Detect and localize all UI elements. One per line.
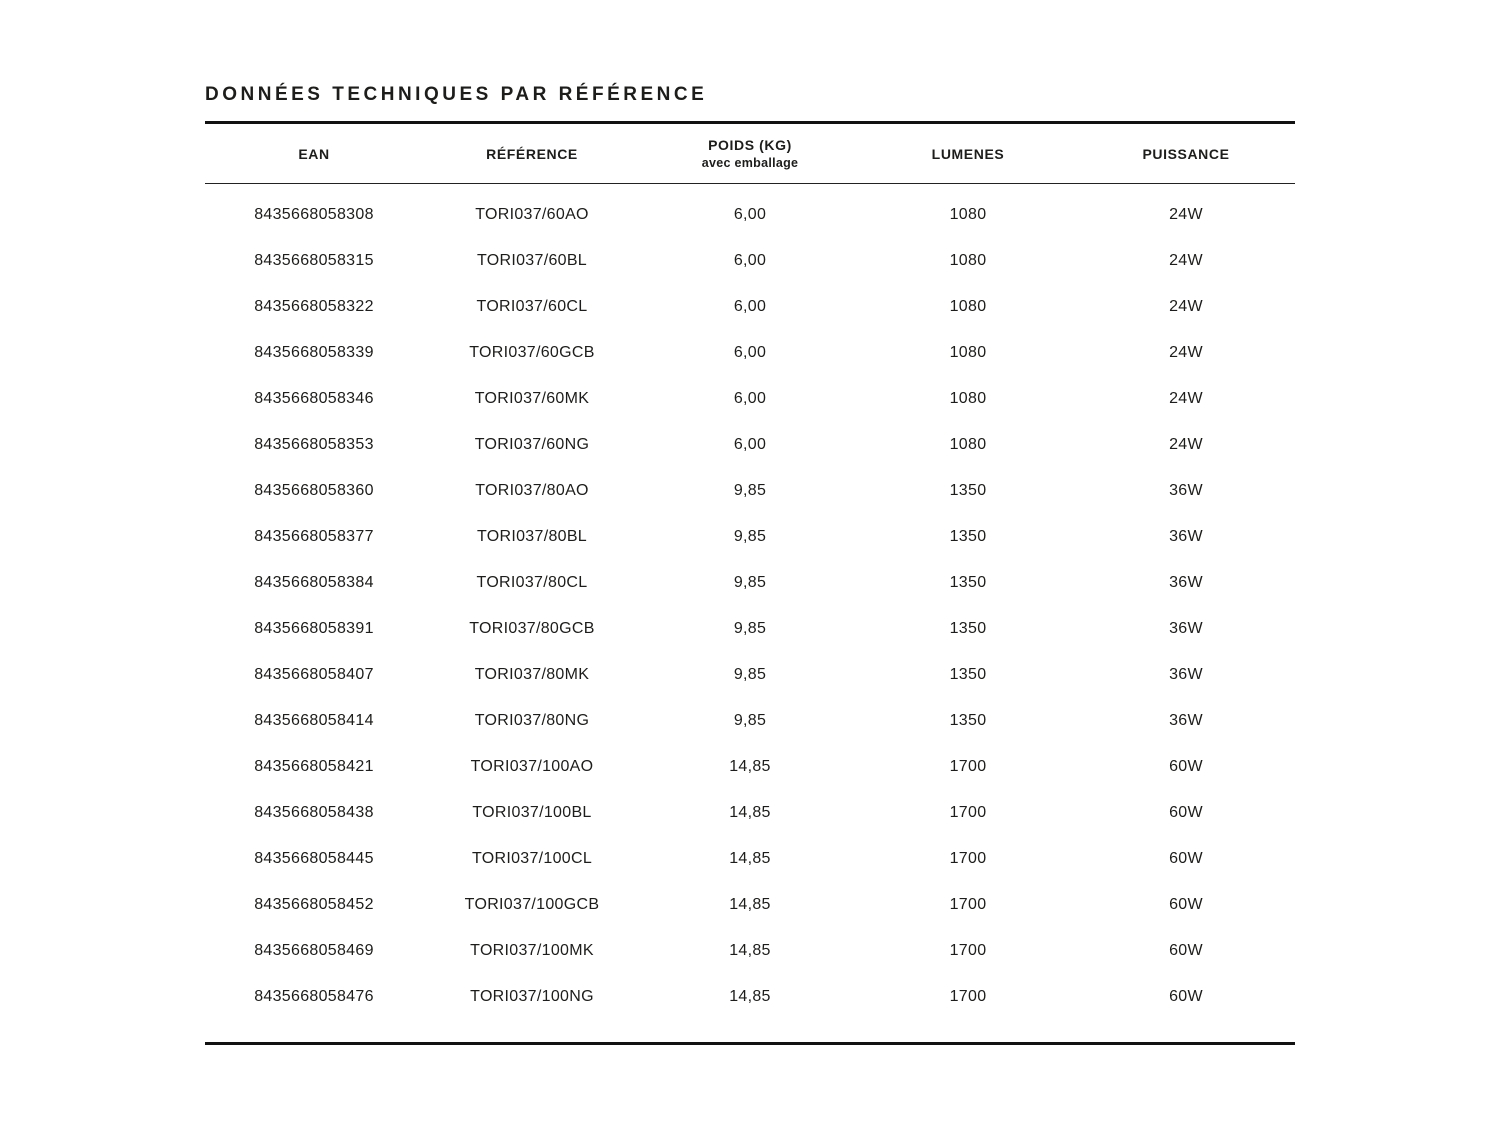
cell-reference: TORI037/60GCB	[469, 344, 595, 361]
cell-reference: TORI037/80MK	[474, 666, 590, 683]
cell-reference: TORI037/60AO	[475, 206, 589, 223]
cell-reference: TORI037/100AO	[470, 758, 594, 775]
column-header-label: POIDS (KG)	[708, 137, 792, 153]
cell-ean: 8435668058322	[254, 298, 374, 315]
cell-lumenes: 1700	[949, 758, 987, 775]
cell-lumenes: 1350	[949, 482, 987, 499]
cell-ean: 8435668058339	[254, 344, 374, 361]
page-title: DONNÉES TECHNIQUES PAR RÉFÉRENCE	[205, 84, 708, 105]
cell-poids: 6,00	[733, 344, 767, 361]
cell-ean: 8435668058353	[254, 436, 374, 453]
cell-poids: 6,00	[733, 298, 767, 315]
cell-reference: TORI037/60CL	[476, 298, 588, 315]
cell-poids: 9,85	[733, 528, 767, 545]
cell-ean: 8435668058377	[254, 528, 374, 545]
cell-ean: 8435668058414	[254, 712, 374, 729]
cell-poids: 9,85	[733, 620, 767, 637]
cell-lumenes: 1080	[949, 436, 987, 453]
cell-ean: 8435668058469	[254, 942, 374, 959]
column-header-lumenes	[859, 123, 1077, 184]
table-row	[205, 882, 1295, 928]
cell-ean: 8435668058438	[254, 804, 374, 821]
cell-ean: 8435668058308	[254, 206, 374, 223]
cell-lumenes: 1350	[949, 574, 987, 591]
column-header-ean	[205, 123, 423, 184]
cell-ean: 8435668058384	[254, 574, 374, 591]
table-row	[205, 836, 1295, 882]
cell-puissance: 24W	[1169, 298, 1203, 315]
cell-poids: 6,00	[733, 252, 767, 269]
cell-puissance: 24W	[1169, 252, 1203, 269]
table-header-row	[205, 123, 1295, 184]
cell-puissance: 60W	[1169, 804, 1203, 821]
table-row	[205, 514, 1295, 560]
column-header-label: RÉFÉRENCE	[486, 145, 578, 162]
cell-puissance: 36W	[1169, 528, 1203, 545]
table-header	[205, 123, 1295, 184]
column-header-puissance	[1077, 123, 1295, 184]
cell-poids: 6,00	[733, 206, 767, 223]
table-row	[205, 238, 1295, 284]
cell-puissance: 24W	[1169, 206, 1203, 223]
column-header-label: EAN	[298, 145, 330, 162]
cell-puissance: 60W	[1169, 850, 1203, 867]
table-row	[205, 790, 1295, 836]
table-row	[205, 744, 1295, 790]
column-header-sublabel: avec emballage	[701, 156, 799, 170]
cell-reference: TORI037/60BL	[476, 252, 588, 269]
cell-reference: TORI037/80AO	[475, 482, 589, 499]
cell-puissance: 24W	[1169, 436, 1203, 453]
table-body	[205, 184, 1295, 1021]
table-row	[205, 606, 1295, 652]
cell-lumenes: 1350	[949, 528, 987, 545]
cell-poids: 14,85	[729, 758, 771, 775]
cell-lumenes: 1700	[949, 896, 987, 913]
column-header-label: PUISSANCE	[1142, 145, 1230, 162]
table-row	[205, 560, 1295, 606]
table-row	[205, 974, 1295, 1020]
cell-poids: 9,85	[733, 712, 767, 729]
cell-reference: TORI037/100CL	[471, 850, 593, 867]
cell-puissance: 36W	[1169, 620, 1203, 637]
cell-poids: 9,85	[733, 482, 767, 499]
cell-reference: TORI037/80CL	[476, 574, 588, 591]
cell-puissance: 24W	[1169, 390, 1203, 407]
cell-lumenes: 1080	[949, 344, 987, 361]
cell-puissance: 36W	[1169, 574, 1203, 591]
cell-reference: TORI037/80NG	[474, 712, 590, 729]
cell-puissance: 36W	[1169, 482, 1203, 499]
table-row	[205, 698, 1295, 744]
cell-lumenes: 1080	[949, 252, 987, 269]
cell-ean: 8435668058476	[254, 988, 374, 1005]
cell-poids: 9,85	[733, 666, 767, 683]
cell-puissance: 60W	[1169, 896, 1203, 913]
cell-puissance: 60W	[1169, 988, 1203, 1005]
cell-reference: TORI037/100GCB	[464, 896, 600, 913]
cell-poids: 9,85	[733, 574, 767, 591]
cell-reference: TORI037/100MK	[470, 942, 594, 959]
table-row	[205, 928, 1295, 974]
cell-lumenes: 1700	[949, 804, 987, 821]
table-row	[205, 652, 1295, 698]
cell-poids: 14,85	[729, 896, 771, 913]
cell-lumenes: 1700	[949, 850, 987, 867]
cell-puissance: 60W	[1169, 758, 1203, 775]
cell-ean: 8435668058315	[254, 252, 374, 269]
column-header-label: LUMENES	[931, 145, 1005, 162]
cell-lumenes: 1700	[949, 988, 987, 1005]
technical-data-table	[205, 121, 1295, 1020]
column-header-reference	[423, 123, 641, 184]
cell-poids: 6,00	[733, 390, 767, 407]
table-row	[205, 422, 1295, 468]
cell-ean: 8435668058452	[254, 896, 374, 913]
table-row	[205, 376, 1295, 422]
cell-poids: 6,00	[733, 436, 767, 453]
cell-reference: TORI037/60MK	[474, 390, 590, 407]
cell-puissance: 36W	[1169, 712, 1203, 729]
cell-ean: 8435668058421	[254, 758, 374, 775]
table-bottom-rule	[205, 1042, 1295, 1045]
cell-reference: TORI037/100NG	[470, 988, 594, 1005]
cell-lumenes: 1700	[949, 942, 987, 959]
cell-reference: TORI037/80GCB	[469, 620, 595, 637]
cell-poids: 14,85	[729, 988, 771, 1005]
cell-poids: 14,85	[729, 850, 771, 867]
cell-ean: 8435668058360	[254, 482, 374, 499]
cell-ean: 8435668058445	[254, 850, 374, 867]
cell-lumenes: 1350	[949, 666, 987, 683]
cell-lumenes: 1350	[949, 620, 987, 637]
table-row	[205, 330, 1295, 376]
table-row	[205, 184, 1295, 239]
cell-reference: TORI037/60NG	[474, 436, 590, 453]
cell-puissance: 60W	[1169, 942, 1203, 959]
cell-poids: 14,85	[729, 942, 771, 959]
cell-puissance: 24W	[1169, 344, 1203, 361]
cell-reference: TORI037/80BL	[476, 528, 588, 545]
table-row	[205, 468, 1295, 514]
cell-lumenes: 1080	[949, 206, 987, 223]
technical-data-sheet	[205, 84, 1295, 1045]
cell-puissance: 36W	[1169, 666, 1203, 683]
cell-poids: 14,85	[729, 804, 771, 821]
cell-ean: 8435668058407	[254, 666, 374, 683]
cell-ean: 8435668058391	[254, 620, 374, 637]
cell-lumenes: 1080	[949, 298, 987, 315]
cell-lumenes: 1350	[949, 712, 987, 729]
cell-ean: 8435668058346	[254, 390, 374, 407]
cell-reference: TORI037/100BL	[472, 804, 592, 821]
column-header-poids	[641, 123, 859, 184]
cell-lumenes: 1080	[949, 390, 987, 407]
table-row	[205, 284, 1295, 330]
